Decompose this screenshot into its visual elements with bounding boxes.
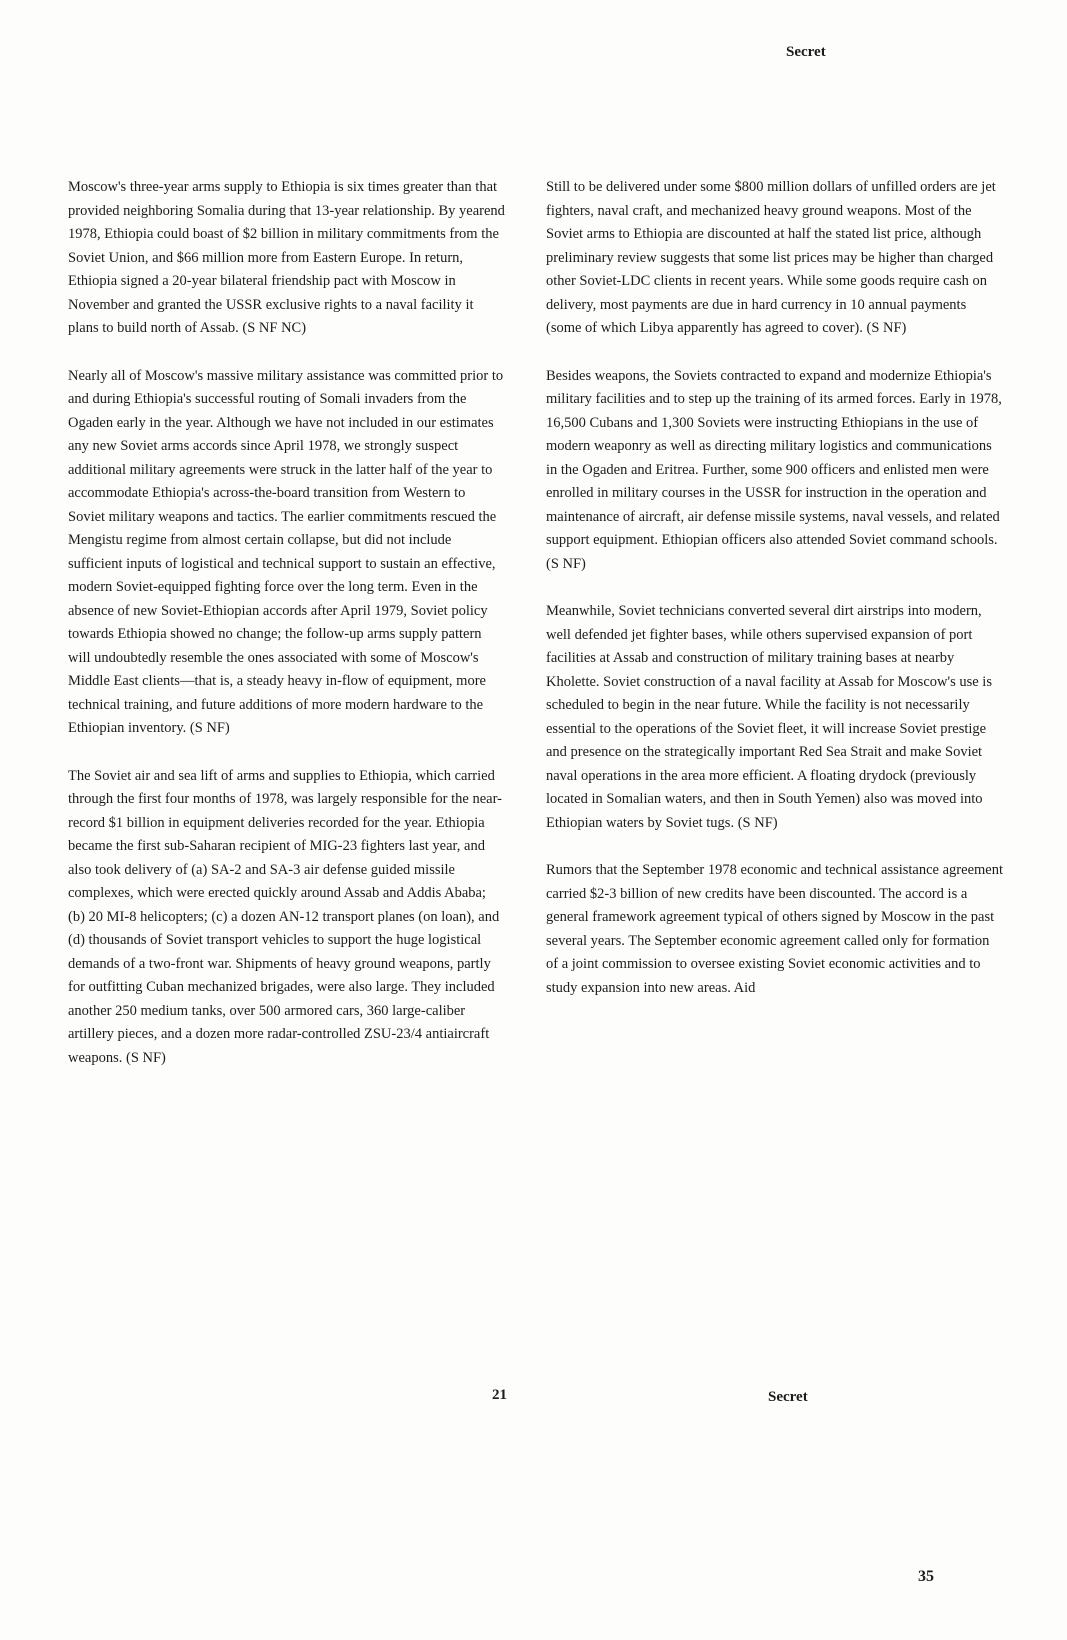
header-classification: Secret bbox=[786, 44, 826, 60]
right-column bbox=[546, 176, 1004, 1024]
paragraph: Rumors that the September 1978 economic and technical assistance agreement carried $2-3 billion of new credits have been discounted. The accord is a general framework agreement typical of others signed by Moscow in the past several years. The September economic agreement called only for formation of a joint commission to oversee existing Soviet economic activities and to study expansion into new areas. Aid bbox=[546, 862, 1003, 996]
footer-page-number: 21 bbox=[492, 1387, 507, 1403]
left-column bbox=[68, 176, 506, 1094]
bottom-page-number: 35 bbox=[918, 1568, 934, 1585]
paragraph: The Soviet air and sea lift of arms and supplies to Ethiopia, which carried through the first four months of 1978, was largely responsible for the near-record $1 billion in equipment deliveries recorded for the year. Ethiopia became the first sub-Saharan recipient of MIG-23 fighters last year, and also took delivery of (a) SA-2 and SA-3 air defense guided missile complexes, which were erected quickly around Assab and Addis Ababa; (b) 20 MI-8 helicopters; (c) a dozen AN-12 transport planes (on loan), and (d) thousands of Soviet transport vehicles to support the huge logistical demands of a two-front war. Shipments of heavy ground weapons, partly for outfitting Cuban mechanized brigades, were also large. They included another 250 medium tanks, over 500 armored cars, 360 large-caliber artillery pieces, and a dozen more radar-controlled ZSU-23/4 antiaircraft weapons. (S NF) bbox=[68, 767, 502, 1066]
paragraph: Besides weapons, the Soviets contracted to expand and modernize Ethiopia's military facilities and to step up the training of its armed forces. Early in 1978, 16,500 Cubans and 1,300 Soviets were instructing Ethiopians in the use of modern weaponry as well as directing military logistics and communications in the Ogaden and Eritrea. Further, some 900 officers and enlisted men were enrolled in military courses in the USSR for instruction in the operation and maintenance of aircraft, air defense missile systems, naval vessels, and related support equipment. Ethiopian officers also attended Soviet command schools. (S NF) bbox=[546, 367, 1002, 572]
footer-classification: Secret bbox=[768, 1389, 808, 1405]
paragraph: Moscow's three-year arms supply to Ethiopia is six times greater than that provided neighboring Somalia during that 13-year relationship. By yearend 1978, Ethiopia could boast of $2 billion in military commitments from the Soviet Union, and $66 million more from Eastern Europe. In return, Ethiopia signed a 20-year bilateral friendship pact with Moscow in November and granted the USSR exclusive rights to a naval facility it plans to build north of Assab. (S NF NC) bbox=[68, 179, 505, 336]
paragraph: Nearly all of Moscow's massive military assistance was committed prior to and during Ethiopia's successful routing of Somali invaders from the Ogaden early in the year. Although we have not included in our estimates any new Soviet arms accords since April 1978, we strongly suspect additional military agreements were struck in the latter half of the year to accommodate Ethiopia's across-the-board transition from Western to Soviet military weapons and tactics. The earlier commitments rescued the Mengistu regime from almost certain collapse, but did not include sufficient inputs of logistical and technical support to sustain an effective, modern Soviet-equipped fighting force over the long term. Even in the absence of new Soviet-Ethiopian accords after April 1979, Soviet policy towards Ethiopia showed no change; the follow-up arms supply pattern will undoubtedly resemble the ones associated with some of Moscow's Middle East clients—that is, a steady heavy in-flow of equipment, more technical training, and future additions of more modern hardware to the Ethiopian inventory. (S NF) bbox=[68, 367, 504, 736]
paragraph: Still to be delivered under some $800 million dollars of unfilled orders are jet fighters, naval craft, and mechanized heavy ground weapons. Most of the Soviet arms to Ethiopia are discounted at half the stated list price, although preliminary review suggests that some list prices may be higher than charged other Soviet-LDC clients in recent years. While some goods require cash on delivery, most payments are due in hard currency in 10 annual payments (some of which Libya apparently has agreed to cover). (S NF) bbox=[546, 179, 996, 336]
paragraph: Meanwhile, Soviet technicians converted several dirt airstrips into modern, well defended jet fighter bases, while others supervised expansion of port facilities at Assab and construction of military training bases at nearby Kholette. Soviet construction of a naval facility at Assab for Moscow's use is scheduled to begin in the near future. While the facility is not necessarily essential to the operations of the Soviet fleet, it will increase Soviet prestige and presence on the strategically important Red Sea Strait and make Soviet naval operations in the area more efficient. A floating drydock (previously located in Somalian waters, and then in South Yemen) also was moved into Ethiopian waters by Soviet tugs. (S NF) bbox=[546, 603, 992, 831]
